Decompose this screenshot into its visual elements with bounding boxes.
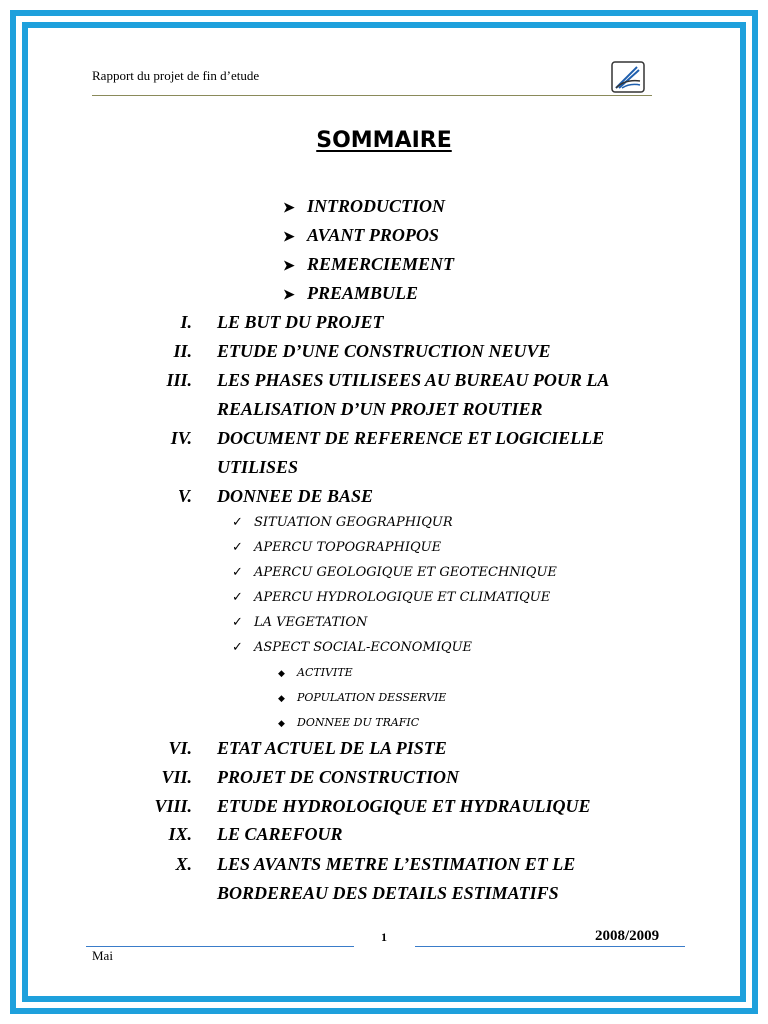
checkmark-icon: ✓: [232, 515, 243, 530]
diamond-icon: ◆: [278, 694, 285, 704]
diamond-icon: ◆: [278, 719, 285, 729]
toc-subitem-label: APERCU TOPOGRAPHIQUE: [254, 540, 442, 555]
toc-subsubitem: [278, 689, 446, 707]
toc-section-number: IX.: [168, 824, 192, 844]
arrowhead-icon: ➤: [283, 259, 295, 274]
toc-section-title: ETUDE HYDROLOGIQUE ET HYDRAULIQUE: [217, 796, 591, 816]
toc-subitem: [232, 563, 557, 583]
toc-intro-label: PREAMBULE: [307, 283, 419, 303]
page-title: SOMMAIRE: [316, 128, 452, 153]
toc-section-title: LES PHASES UTILISEES AU BUREAU POUR LA: [217, 370, 610, 390]
arrowhead-icon: ➤: [283, 201, 295, 216]
toc-intro-item: [283, 282, 418, 304]
toc-subitem: [232, 638, 472, 658]
toc-intro-label: REMERCIEMENT: [307, 254, 455, 274]
toc-section-title-continued: BORDEREAU DES DETAILS ESTIMATIFS: [217, 883, 559, 903]
toc-subitem-label: APERCU GEOLOGIQUE ET GEOTECHNIQUE: [254, 565, 557, 580]
arrowhead-icon: ➤: [283, 288, 295, 303]
toc-subitem-label: ASPECT SOCIAL-ECONOMIQUE: [254, 640, 473, 655]
footer-rule-left: [86, 946, 354, 947]
footer-year: 2008/2009: [595, 928, 660, 944]
toc-section-title: LE CAREFOUR: [217, 824, 343, 844]
footer-rule-right: [415, 946, 685, 947]
checkmark-icon: ✓: [232, 540, 243, 555]
toc-subsubitem-label: POPULATION DESSERVIE: [297, 691, 447, 704]
toc-subitem-label: SITUATION GEOGRAPHIQUR: [254, 515, 453, 530]
toc-section-title-continued: REALISATION D’UN PROJET ROUTIER: [217, 399, 543, 419]
toc-section-number: VI.: [168, 738, 192, 758]
toc-section-number: III.: [166, 370, 192, 390]
toc-subsubitem: [278, 714, 419, 732]
toc-intro-item: [283, 253, 454, 275]
toc-intro-item: [283, 224, 439, 246]
toc-subitem: [232, 613, 367, 633]
toc-section-number: X.: [175, 854, 192, 874]
toc-section-title: ETUDE D’UNE CONSTRUCTION NEUVE: [217, 341, 551, 361]
toc-section-title: LE BUT DU PROJET: [217, 312, 384, 332]
toc-section-title-continued: UTILISES: [217, 457, 299, 477]
checkmark-icon: ✓: [232, 615, 243, 630]
school-logo-icon: [611, 61, 645, 93]
toc-section-number: V.: [177, 486, 192, 506]
toc-section-number: VIII.: [154, 796, 192, 816]
toc-section-number: VII.: [161, 767, 192, 787]
header-title: Rapport du projet de fin d’etude: [92, 68, 260, 83]
toc-section-title: DONNEE DE BASE: [217, 486, 374, 506]
checkmark-icon: ✓: [232, 565, 243, 580]
toc-subsubitem: [278, 664, 353, 682]
toc-intro-item: [283, 195, 445, 217]
arrowhead-icon: ➤: [283, 230, 295, 245]
toc-subsubitem-label: DONNEE DU TRAFIC: [297, 716, 420, 729]
toc-section-title: ETAT ACTUEL DE LA PISTE: [217, 738, 447, 758]
toc-subitem-label: APERCU HYDROLOGIQUE ET CLIMATIQUE: [254, 590, 551, 605]
toc-subsubitem-label: ACTIVITE: [297, 666, 353, 679]
toc-section-number: IV.: [170, 428, 192, 448]
toc-section-title: DOCUMENT DE REFERENCE ET LOGICIELLE: [217, 428, 605, 448]
toc-subitem: [232, 513, 453, 533]
page-number: 1: [381, 930, 387, 944]
header-rule: [92, 95, 652, 96]
toc-section-number: I.: [180, 312, 192, 332]
diamond-icon: ◆: [278, 669, 285, 679]
checkmark-icon: ✓: [232, 640, 243, 655]
toc-subitem-label: LA VEGETATION: [254, 615, 368, 630]
toc-subitem: [232, 588, 550, 608]
toc-section-title: LES AVANTS METRE L’ESTIMATION ET LE: [217, 854, 576, 874]
toc-subitem: [232, 538, 441, 558]
toc-section-number: II.: [173, 341, 192, 361]
toc-section-title: PROJET DE CONSTRUCTION: [217, 767, 460, 787]
toc-intro-label: AVANT PROPOS: [307, 225, 439, 245]
footer-month: Mai: [92, 948, 113, 963]
toc-intro-label: INTRODUCTION: [307, 196, 446, 216]
checkmark-icon: ✓: [232, 590, 243, 605]
